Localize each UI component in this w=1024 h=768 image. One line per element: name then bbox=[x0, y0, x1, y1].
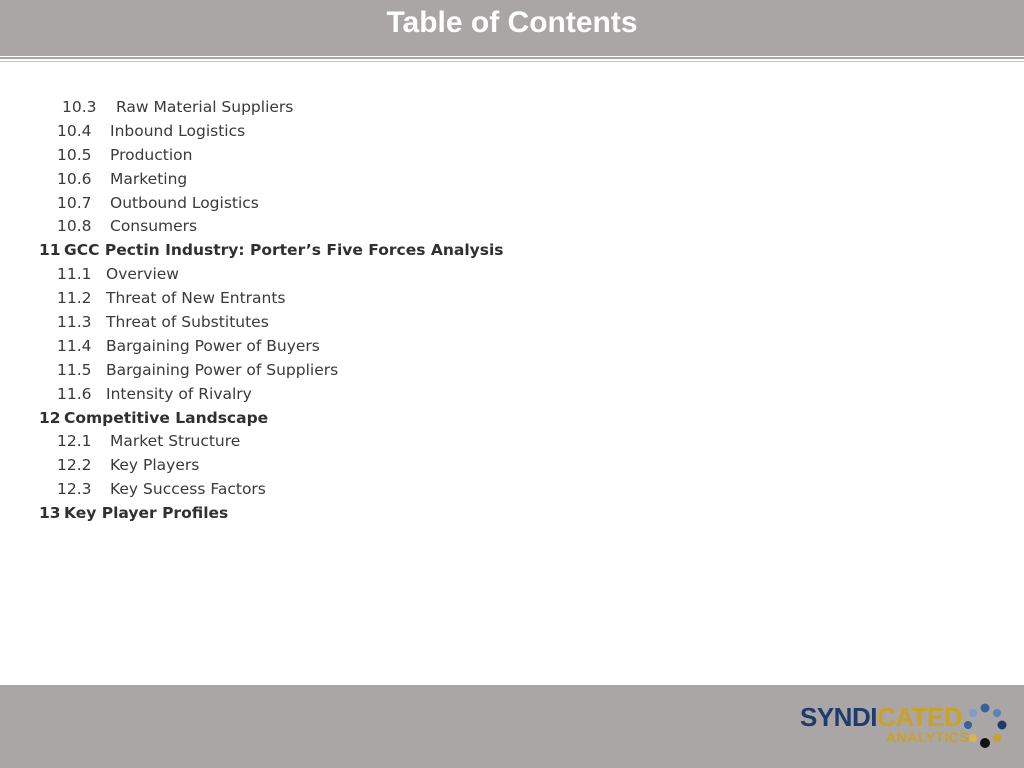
toc-label: Bargaining Power of Buyers bbox=[106, 336, 320, 355]
toc-entry bbox=[0, 430, 700, 454]
toc-entry bbox=[0, 454, 700, 478]
toc-number: 12.2 bbox=[57, 456, 92, 475]
toc-entry bbox=[0, 144, 700, 168]
logo-wordmark bbox=[800, 702, 962, 732]
toc-number: 11.4 bbox=[57, 336, 92, 355]
toc-label: Bargaining Power of Suppliers bbox=[106, 360, 339, 379]
logo-dots-icon bbox=[963, 703, 1007, 749]
toc-label: Production bbox=[110, 145, 193, 164]
company-logo bbox=[800, 702, 1010, 754]
toc-section-title: Key Player Profiles bbox=[64, 504, 229, 523]
toc-label: Key Players bbox=[110, 456, 200, 475]
toc-label: Raw Material Suppliers bbox=[116, 98, 294, 116]
toc-section-number: 12 bbox=[39, 408, 61, 427]
toc-entry bbox=[0, 215, 700, 239]
table-of-contents bbox=[0, 96, 700, 526]
toc-label: Marketing bbox=[110, 169, 188, 188]
toc-number: 12.1 bbox=[57, 432, 92, 451]
header-divider bbox=[0, 57, 1024, 59]
toc-number: 11.5 bbox=[57, 360, 92, 379]
toc-entry bbox=[0, 359, 700, 383]
toc-entry bbox=[0, 335, 700, 359]
toc-number: 11.2 bbox=[57, 289, 92, 308]
page-title: Table of Contents bbox=[386, 6, 638, 39]
logo-subtitle: ANALYTICS bbox=[886, 729, 970, 745]
toc-number: 10.7 bbox=[57, 193, 92, 212]
toc-entry bbox=[0, 96, 700, 120]
toc-label: Market Structure bbox=[110, 432, 241, 451]
toc-number: 10.3 bbox=[62, 98, 97, 116]
toc-entry bbox=[0, 287, 700, 311]
toc-label: Overview bbox=[106, 265, 179, 284]
toc-section-heading bbox=[0, 502, 700, 526]
toc-label: Consumers bbox=[110, 217, 198, 236]
toc-label: Inbound Logistics bbox=[110, 121, 246, 140]
toc-entry bbox=[0, 263, 700, 287]
toc-number: 10.8 bbox=[57, 217, 92, 236]
toc-number: 12.3 bbox=[57, 480, 92, 499]
toc-number: 10.4 bbox=[57, 121, 92, 140]
toc-number: 11.1 bbox=[57, 265, 92, 284]
toc-entry bbox=[0, 192, 700, 216]
toc-number: 11.6 bbox=[57, 384, 92, 403]
toc-entry bbox=[0, 478, 700, 502]
toc-entry bbox=[0, 120, 700, 144]
toc-number: 11.3 bbox=[57, 313, 92, 332]
toc-section-heading bbox=[0, 407, 700, 431]
header-bar bbox=[0, 0, 1024, 56]
toc-label: Outbound Logistics bbox=[110, 193, 259, 212]
toc-section-number: 13 bbox=[39, 504, 61, 523]
toc-label: Key Success Factors bbox=[110, 480, 266, 499]
toc-entry bbox=[0, 168, 700, 192]
logo-wordmark-part1: SYNDI bbox=[800, 702, 877, 732]
toc-number: 10.6 bbox=[57, 169, 92, 188]
logo-wordmark-part2: CATED bbox=[876, 702, 963, 732]
toc-section-title: Competitive Landscape bbox=[64, 408, 269, 427]
toc-entry bbox=[0, 311, 700, 335]
header-divider-thin bbox=[0, 61, 1024, 62]
toc-label: Threat of New Entrants bbox=[106, 289, 286, 308]
toc-label: Threat of Substitutes bbox=[106, 313, 269, 332]
toc-entry bbox=[0, 383, 700, 407]
toc-section-number: 11 bbox=[39, 241, 61, 260]
toc-label: Intensity of Rivalry bbox=[106, 384, 252, 403]
toc-section-title: GCC Pectin Industry: Porter’s Five Forces Analysis bbox=[64, 241, 504, 260]
toc-section-heading bbox=[0, 239, 700, 263]
toc-number: 10.5 bbox=[57, 145, 92, 164]
